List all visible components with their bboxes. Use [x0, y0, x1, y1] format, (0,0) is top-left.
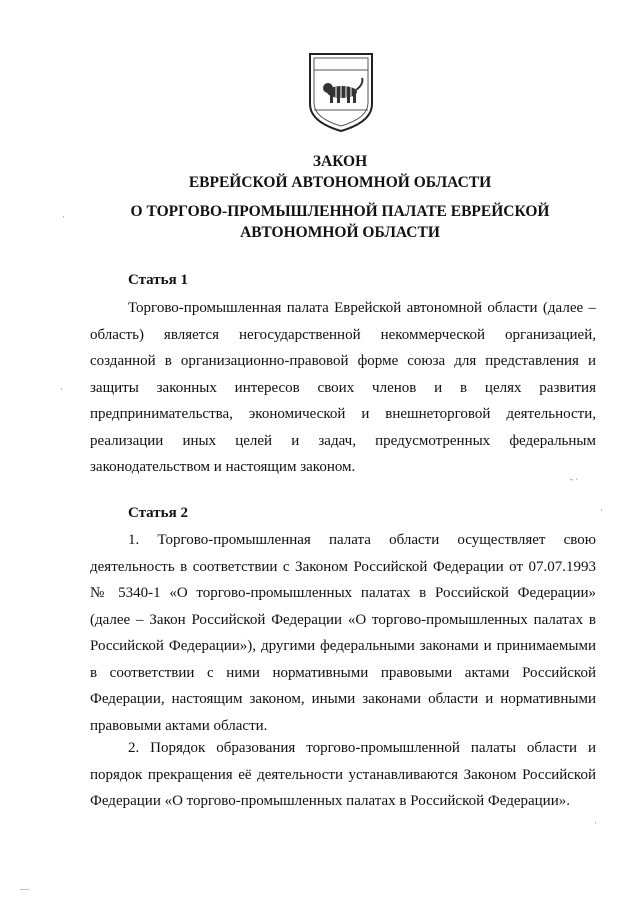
- scan-speck: ‐ ·: [570, 474, 579, 484]
- scan-speck: ·: [600, 505, 603, 515]
- article-2-paragraph-2: 2. Порядок образования торгово-промышленной палаты области и порядок прекращения её деятельности устанавливаются Законом Российской Федерации «О торгово-промышленных палатах в Российской Федерации».: [90, 740, 596, 809]
- scan-speck: ·: [62, 212, 65, 222]
- law-subtitle-line-2: АВТОНОМНОЙ ОБЛАСТИ: [240, 224, 440, 241]
- law-subtitle: [100, 201, 580, 243]
- scan-speck: ·: [60, 384, 63, 394]
- law-subtitle-line-1: О ТОРГОВО-ПРОМЫШЛЕННОЙ ПАЛАТЕ ЕВРЕЙСКОЙ: [130, 203, 550, 220]
- coat-of-arms-tiger-icon: [306, 50, 376, 134]
- law-title: [100, 151, 580, 193]
- law-title-line-2: ЕВРЕЙСКОЙ АВТОНОМНОЙ ОБЛАСТИ: [188, 174, 492, 191]
- article-1-heading: Статья 1: [128, 272, 188, 288]
- scan-speck: ·: [594, 818, 597, 828]
- article-2-paragraph-1: 1. Торгово-промышленная палата области осуществляет свою деятельность в соответствии с Законом Российской Федерации от 07.07.1993 № 5340-1 «О торгово-промышленных палатах в Российской Федерации» (далее – Закон Российской Федерации «О торгово-промышленных палатах в Российской Федерации»), другими федеральными законами и принимаемыми в соответствии с ними нормативными правовыми актами Российской Федерации, настоящим законом, иными законами области и нормативными правовыми актами области.: [90, 532, 596, 734]
- scan-speck: —: [20, 884, 29, 894]
- article-1-paragraph: Торгово-промышленная палата Еврейской автономной области (далее – область) является негосударственной некоммерческой организацией, созданной в организационно-правовой форме союза для представления и защиты законных интересов своих членов и в целях развития предпринимательства, экономической и внешнеторговой деятельности, реализации иных целей и задач, предусмотренных федеральным законодательством и настоящим законом.: [90, 300, 596, 475]
- law-title-line-1: ЗАКОН: [312, 153, 368, 170]
- article-2-heading: Статья 2: [128, 505, 188, 521]
